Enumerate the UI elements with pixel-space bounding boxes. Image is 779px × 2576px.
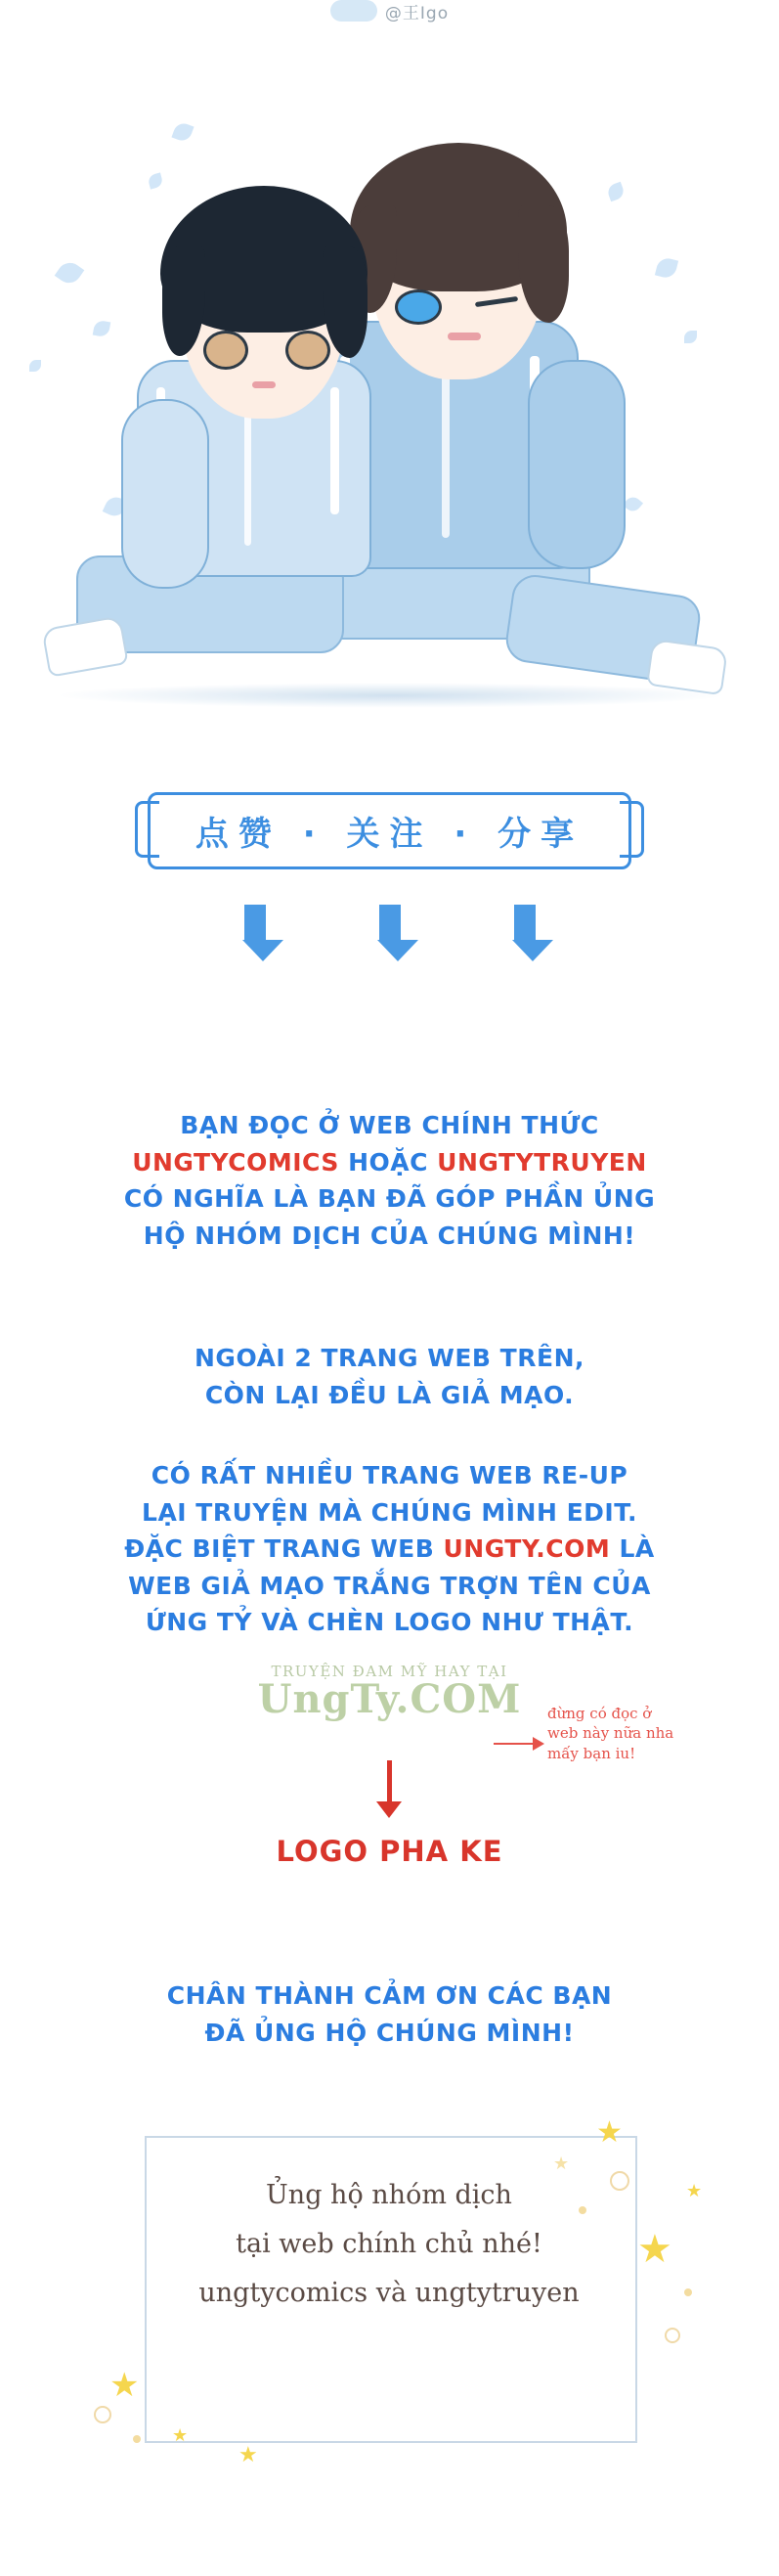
character-left-eye-left (203, 331, 248, 370)
reup-warning-text (0, 1457, 779, 1641)
line: CÓ NGHĨA LÀ BẠN ĐÃ GÓP PHẦN ỦNG (123, 1184, 656, 1213)
character-right-eye-open (395, 289, 442, 325)
line: LẠI TRUYỆN MÀ CHÚNG MÌNH EDIT. (142, 1497, 637, 1527)
arrow-stem (244, 905, 266, 940)
like-follow-share-banner (148, 792, 631, 869)
arrow-head (533, 1737, 544, 1751)
arrow-line (494, 1743, 535, 1745)
petal-deco (684, 331, 697, 343)
line-with-sites (0, 1144, 779, 1181)
red-arrow-down-icon (368, 1760, 411, 1818)
line-with-site (0, 1531, 779, 1568)
framed-note-text (145, 2171, 633, 2318)
thank-you-text (0, 1977, 779, 2051)
official-site-text (0, 1107, 779, 1254)
arrow-down-icon (377, 905, 403, 961)
fake-site-name: UNGTY.COM (443, 1534, 611, 1563)
ribbon-right-icon (620, 801, 644, 858)
line: NGOÀI 2 TRANG WEB TRÊN, (195, 1344, 584, 1372)
arrow-row (0, 905, 779, 961)
character-left-shoe (41, 615, 128, 677)
arrow-stem (514, 905, 536, 940)
arrow-stem (379, 905, 401, 940)
star-deco: ★ (596, 2115, 623, 2150)
note-arrow-icon (494, 1737, 544, 1751)
note-line: đừng có đọc ở (547, 1705, 652, 1722)
character-left-eye-right (285, 331, 330, 370)
line: CHÂN THÀNH CẢM ƠN CÁC BẠN (166, 1981, 613, 2010)
dot-deco (133, 2435, 141, 2443)
top-watermark (0, 0, 779, 27)
handwritten-note (547, 1704, 723, 1763)
fake-logo-tagline: TRUYỆN ĐAM MỸ HAY TẠI (271, 1663, 508, 1680)
site-name-2: UNGTYTRUYEN (437, 1147, 647, 1177)
note-line: tại web chính chủ nhé! (236, 2228, 542, 2259)
watermark-handle: @王Igo (384, 3, 450, 23)
cloud-icon (330, 0, 377, 22)
line-prefix: ĐẶC BIỆT TRANG WEB (124, 1534, 444, 1563)
fake-logo-caption: LOGO PHA KE (276, 1835, 503, 1868)
star-deco: ★ (238, 2443, 258, 2467)
note-line: web này nữa nha (547, 1724, 674, 1743)
line: CÒN LẠI ĐỀU LÀ GIẢ MẠO. (204, 1380, 575, 1409)
petal-deco (606, 182, 627, 202)
arrow-head (376, 1801, 402, 1818)
line-suffix: LÀ (610, 1534, 655, 1563)
line: WEB GIẢ MẠO TRẮNG TRỢN TÊN CỦA (128, 1571, 651, 1600)
circle-deco (94, 2406, 111, 2423)
petal-deco (93, 320, 111, 338)
line: BẠN ĐỌC Ở WEB CHÍNH THỨC (180, 1111, 599, 1139)
petal-deco (623, 494, 643, 514)
banner-wrap (0, 792, 779, 869)
framed-note-area (0, 2112, 779, 2543)
line: HỘ NHÓM DỊCH CỦA CHÚNG MÌNH! (143, 1221, 636, 1250)
arrow-head (512, 940, 553, 961)
line: ĐÃ ỦNG HỘ CHÚNG MÌNH! (204, 2018, 575, 2047)
character-right-arm (528, 360, 626, 569)
star-deco: ★ (637, 2227, 672, 2272)
line: CÓ RẤT NHIỀU TRANG WEB RE-UP (151, 1461, 628, 1489)
arrow-head (377, 940, 418, 961)
banner-text: 点赞 · 关注 · 分享 (195, 815, 584, 854)
note-line: ungtycomics và ungtytruyen (198, 2277, 580, 2308)
conjunction: HOẶC (338, 1147, 438, 1177)
fake-site-warning-text (0, 1340, 779, 1413)
arrow-down-icon (512, 905, 538, 961)
character-left-arm (121, 399, 209, 589)
arrow-stem (387, 1760, 392, 1801)
petal-deco (147, 172, 163, 189)
circle-deco (665, 2328, 680, 2343)
petal-deco (171, 120, 194, 143)
jacket-stripe (330, 387, 339, 514)
character-illustration (0, 37, 779, 751)
line: ỨNG TỶ VÀ CHÈN LOGO NHƯ THẬT. (145, 1608, 634, 1636)
character-right-mouth (448, 333, 481, 340)
ground-shadow (54, 683, 728, 708)
arrow-down-icon (242, 905, 268, 961)
star-deco: ★ (172, 2425, 189, 2446)
fake-logo-name: UngTy.COM (257, 1676, 522, 1722)
note-line: Ủng hộ nhóm dịch (266, 2180, 512, 2210)
arrow-head (242, 940, 283, 961)
star-deco: ★ (553, 2154, 570, 2174)
dot-deco (684, 2288, 692, 2296)
star-deco: ★ (109, 2366, 140, 2405)
petal-deco (55, 258, 85, 289)
character-left-mouth (252, 381, 276, 388)
site-name-1: UNGTYCOMICS (132, 1147, 339, 1177)
star-deco: ★ (686, 2181, 703, 2201)
petal-deco (655, 256, 678, 280)
petal-deco (29, 360, 41, 372)
note-line: mấy bạn iu! (547, 1744, 636, 1762)
ribbon-left-icon (135, 801, 159, 858)
